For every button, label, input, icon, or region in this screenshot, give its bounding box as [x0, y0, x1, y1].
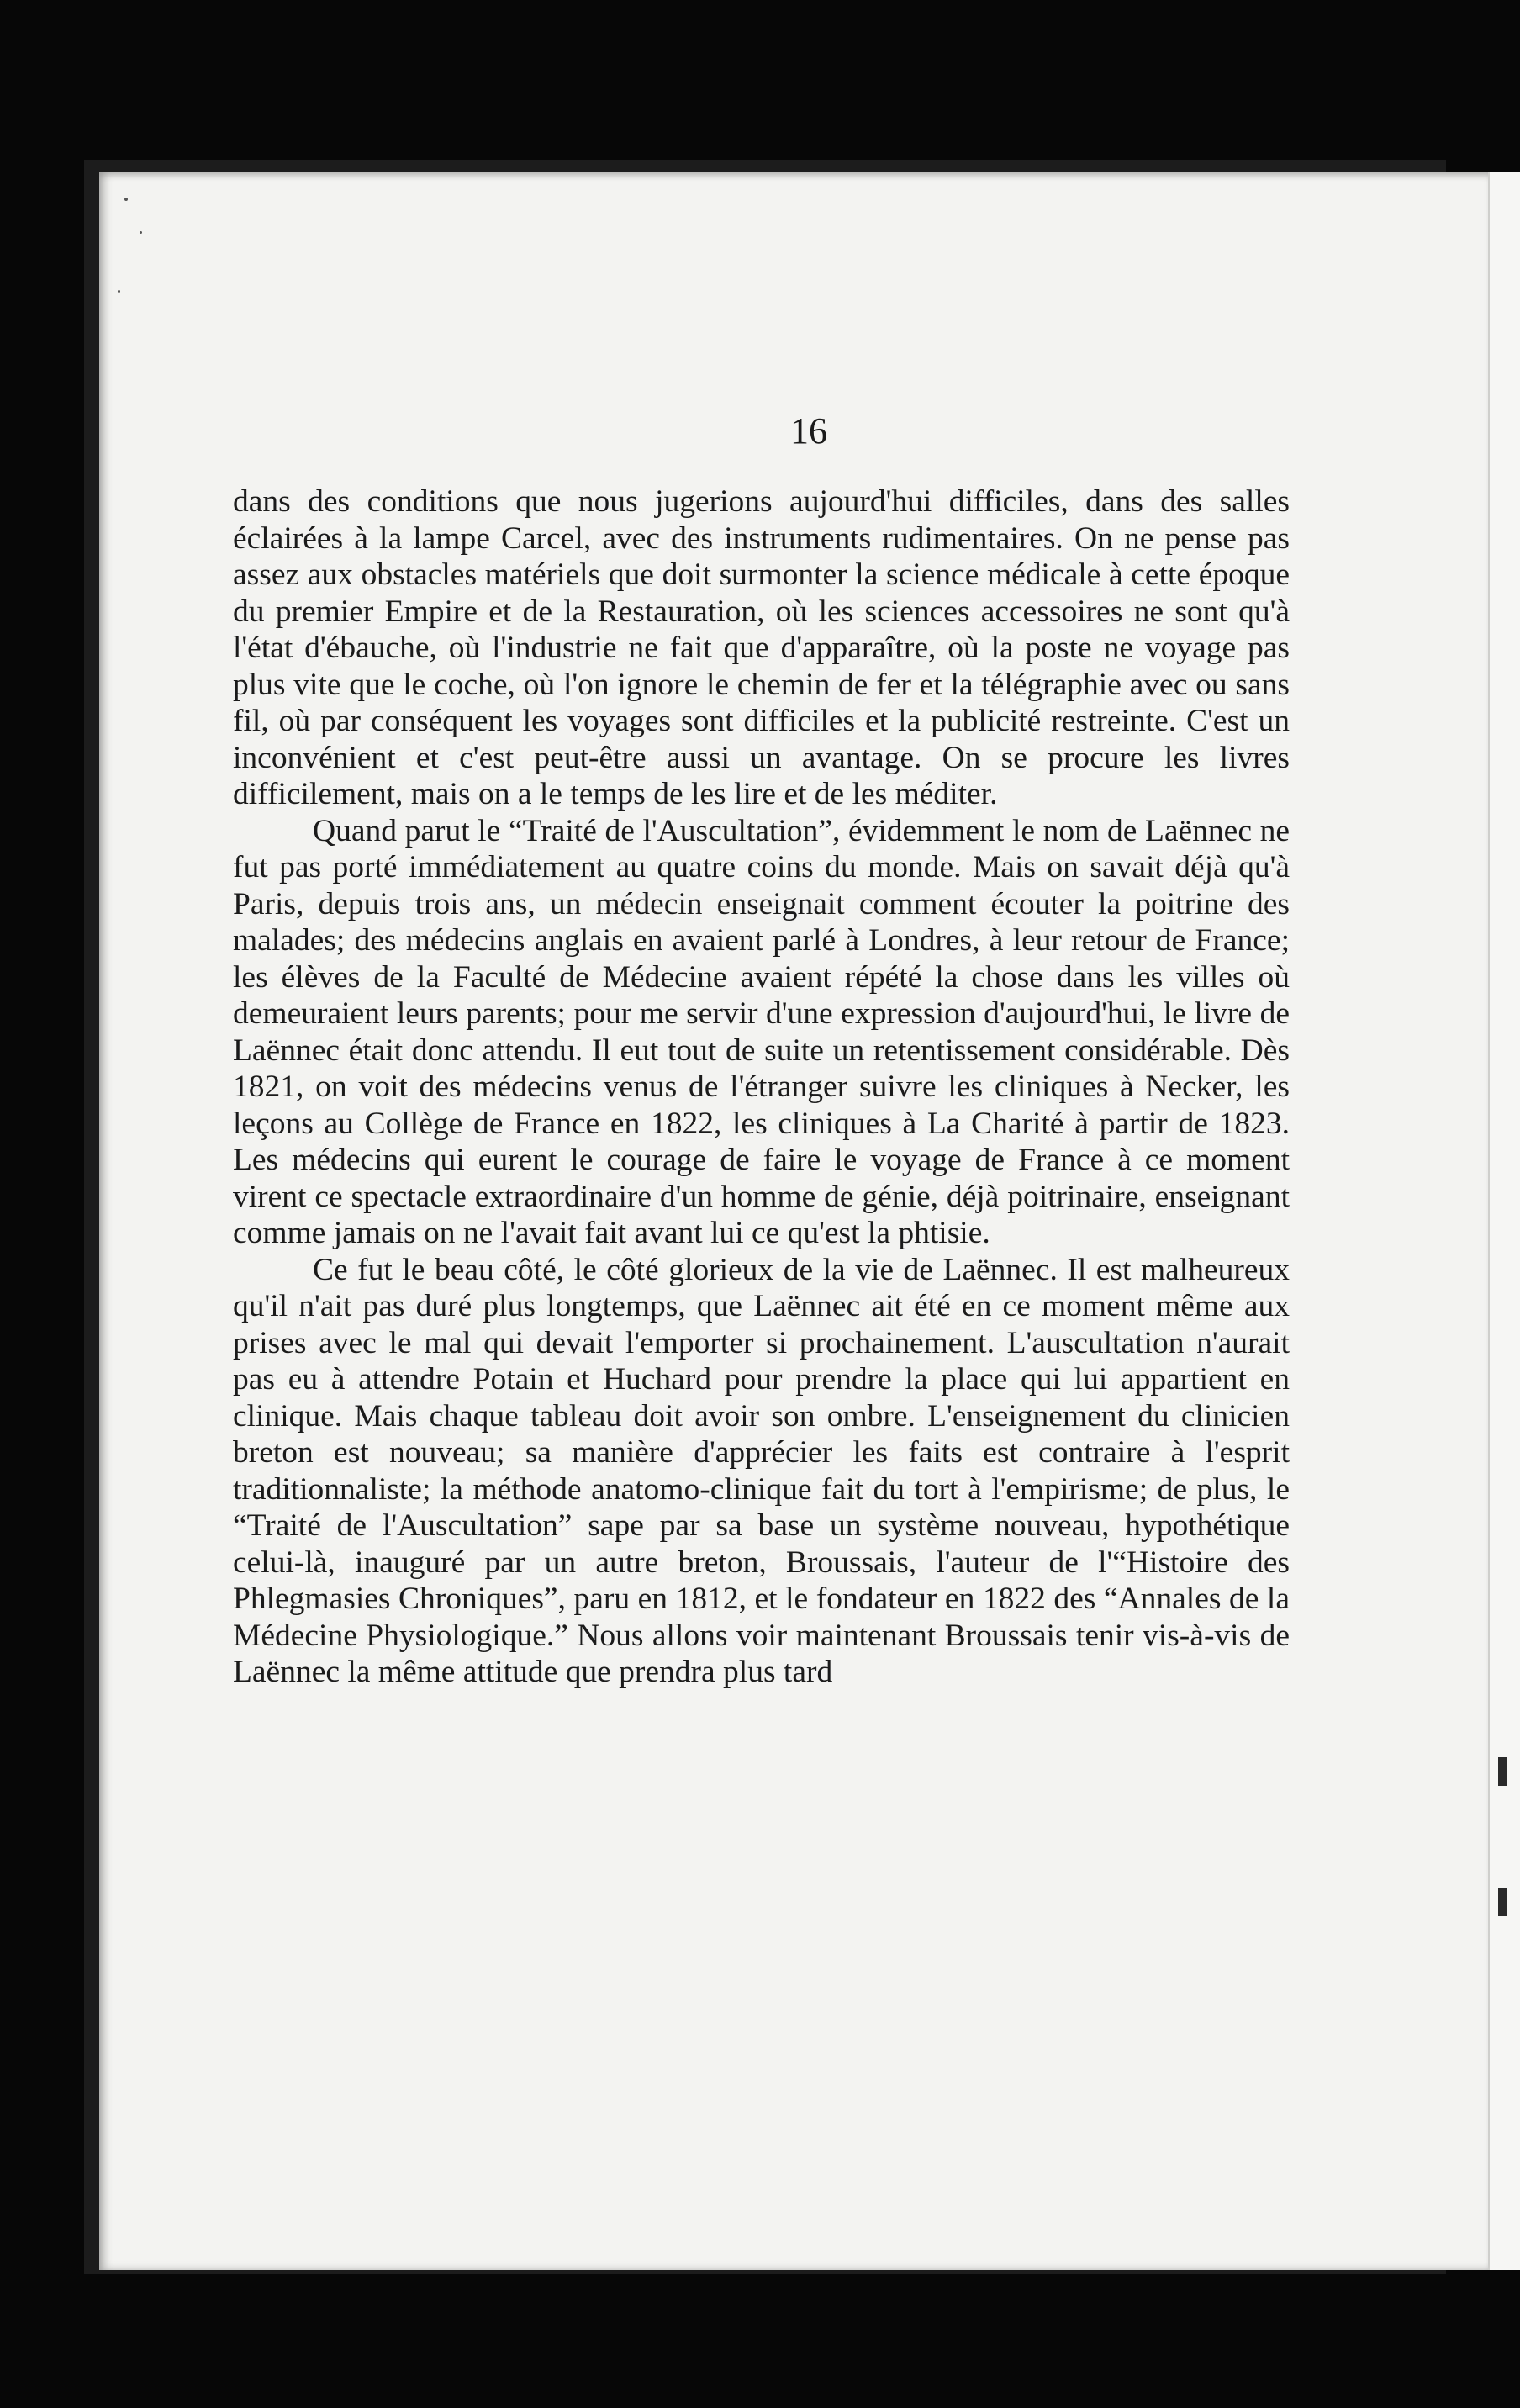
page-number: 16 [790, 410, 827, 452]
paragraph-3: Ce fut le beau côté, le côté glorieux de la vie de Laënnec. Il est malheureux qu'il n'ait pas duré plus longtemps, que Laënnec ait été en ce moment même aux prises avec le mal qui devait l'emporter si prochainement. L'auscultation n'aurait pas eu à attendre Potain et Huchard pour prendre la place qui lui appartient en clinique. Mais chaque tableau doit avoir son ombre. L'enseignement du clinicien breton est nouveau; sa manière d'apprécier les faits est contraire à l'esprit traditionnaliste; la méthode anatomo-clinique fait du tort à l'empirisme; de plus, le “Traité de l'Auscultation” sape par sa base un système nouveau, hypothétique celui-là, inauguré par un autre breton, Broussais, l'auteur de l'“Histoire des Phlegmasies Chroniques”, paru en 1812, et le fondateur en 1822 des “Annales de la Médecine Physiologique.” Nous allons voir maintenant Broussais tenir vis-à-vis de Laënnec la même attitude que prendra plus tard [233, 1252, 1290, 1689]
edge-mark [1498, 1757, 1507, 1786]
body-text [233, 483, 1290, 1691]
paragraph-1: dans des conditions que nous jugerions aujourd'hui difficiles, dans des salles éclairées à la lampe Carcel, avec des instruments rudimentaires. On ne pense pas assez aux obstacles matériels que doit surmonter la science médicale à cette époque du premier Empire et de la Restauration, où les sciences accessoires ne sont qu'à l'état d'ébauche, où l'industrie ne fait que d'apparaître, où la poste ne voyage pas plus vite que le coche, où l'on ignore le chemin de fer et la télégraphie avec ou sans fil, où par conséquent les voyages sont difficiles et la publicité restreinte. C'est un inconvénient et c'est peut-être aussi un avantage. On se procure les livres difficilement, mais on a le temps de les lire et de les méditer. [233, 484, 1290, 811]
dust-speck [140, 231, 142, 234]
page-right-edge [1488, 172, 1520, 2270]
edge-mark [1498, 1888, 1507, 1916]
dust-speck [124, 198, 128, 201]
paragraph-2: Quand parut le “Traité de l'Auscultation”, évidemment le nom de Laënnec ne fut pas porté immédiatement au quatre coins du monde. Mais on savait déjà qu'à Paris, depuis trois ans, un médecin enseignait comment écouter la poitrine des malades; des médecins anglais en avaient parlé à Londres, à leur retour de France; les élèves de la Faculté de Médecine avaient répété la chose dans les villes où demeuraient leurs parents; pour me servir d'une expression d'aujourd'hui, le livre de Laënnec était donc attendu. Il eut tout de suite un retentissement considérable. Dès 1821, on voit des médecins venus de l'étranger suivre les cliniques à Necker, les leçons au Collège de France en 1822, les cliniques à La Charité à partir de 1823. Les médecins qui eurent le courage de faire le voyage de France à ce moment virent ce spectacle extraordinaire d'un homme de génie, déjà poitrinaire, enseignant comme jamais on ne l'avait fait avant lui ce qu'est la phtisie. [233, 813, 1290, 1250]
dust-speck [118, 290, 120, 293]
